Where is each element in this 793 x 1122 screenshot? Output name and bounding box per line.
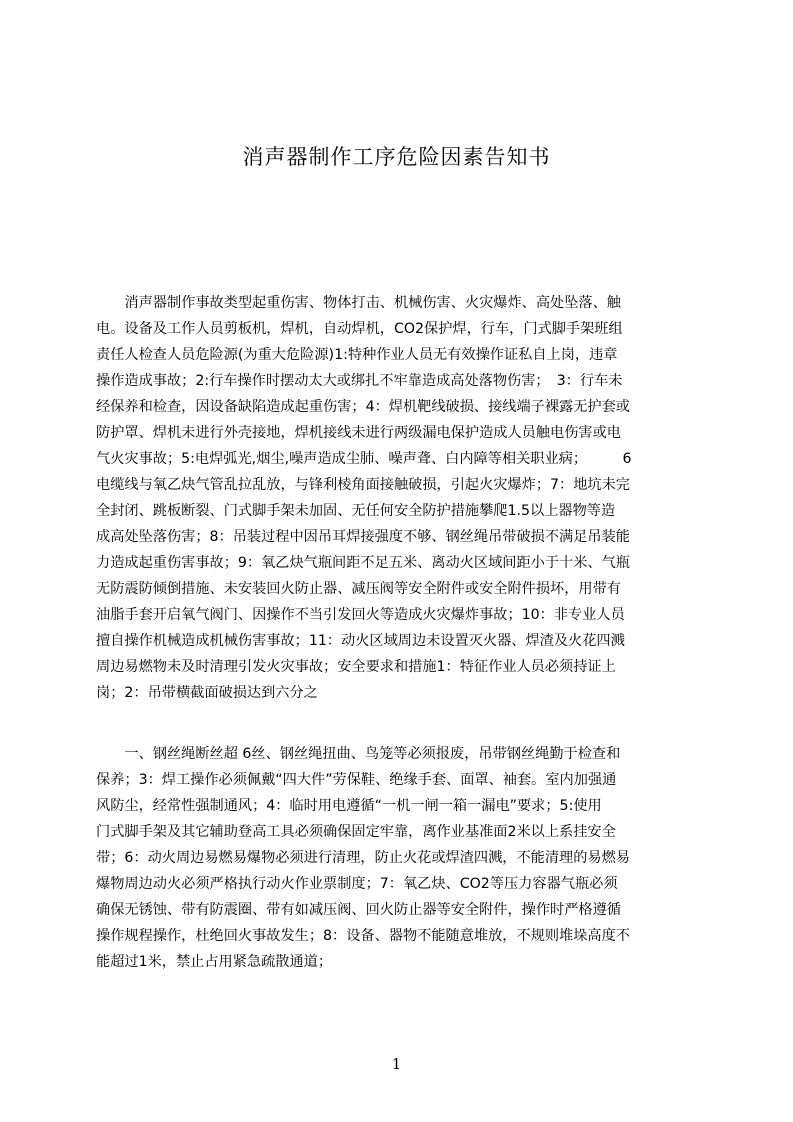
page-title: 消声器制作工序危险因素告知书 — [242, 145, 551, 169]
text-line: 全封闭、跳板断裂、门式脚手架未加固、无任何安全防护措施攀爬1.5以上器物等造 — [96, 503, 616, 519]
text-line: 擅自操作机械造成机械伤害事故；11：动火区域周边未设置灭火器、焊渣及火花四溅 — [96, 633, 625, 649]
text-line: 电缆线与氧乙炔气管乱拉乱放，与锋利棱角面接触破损，引起火灾爆炸；7：地坑未完 — [96, 477, 630, 493]
text-line: 操作造成事故；2:行车操作时摆动太大或绑扎不牢靠造成高处落物伤害； 3：行车未 — [96, 373, 623, 389]
page-number: 1 — [391, 1055, 402, 1073]
text-line: 确保无锈蚀、带有防震圈、带有如减压阀、回火防止器等安全附件，操作时严格遵循 — [96, 902, 621, 918]
text-line: 能超过1米，禁止占用紧急疏散通道； — [96, 954, 333, 970]
text-line: 无防震防倾倒措施、未安装回火防止器、减压阀等安全附件或安全附件损坏，用带有 — [96, 581, 621, 597]
paragraph-hazards — [96, 290, 698, 706]
text-line: 成高处坠落伤害；8：吊装过程中因吊耳焊接强度不够、钢丝绳吊带破损不满足吊装能 — [96, 529, 630, 545]
text-line: 保养；3：焊工操作必须佩戴“四大件”劳保鞋、绝缘手套、面罩、袖套。室内加强通 — [96, 772, 617, 788]
text-line: 气火灾事故；5:电焊弧光,烟尘,噪声造成尘肺、噪声聋、白内障等相关职业病； 6 — [96, 451, 632, 467]
text-line: 操作规程操作，杜绝回火事故发生；8：设备、器物不能随意堆放，不规则堆垛高度不 — [96, 928, 630, 944]
text-line: 经保养和检查，因设备缺陷造成起重伤害；4：焊机靶线破损、接线端子裸露无护套或 — [96, 399, 630, 415]
text-line: 责任人检查人员危险源(为重大危险源)1:特种作业人员无有效操作证私自上岗，违章 — [96, 347, 618, 363]
text-line: 防护罩、焊机未进行外壳接地，焊机接线未进行两级漏电保护造成人员触电伤害或电 — [96, 425, 621, 441]
text-line: 电。设备及工作人员剪板机，焊机，自动焊机，CO2保护焊，行车，门式脚手架班组 — [96, 321, 623, 337]
text-line: 风防尘，经常性强制通风；4：临时用电遵循“一机一闸一箱一漏电”要求；5:使用 — [96, 798, 602, 814]
text-line: 爆物周边动火必须严格执行动火作业票制度；7：氧乙炔、CO2等压力容器气瓶必须 — [96, 876, 618, 892]
text-line: 岗；2：吊带横截面破损达到六分之 — [96, 685, 318, 701]
text-line: 一、钢丝绳断丝超 6丝、钢丝绳扭曲、鸟笼等必须报废，吊带钢丝绳勤于检查和 — [96, 746, 621, 762]
text-line: 带；6：动火周边易燃易爆物必须进行清理，防止火花或焊渣四溅，不能清理的易燃易 — [96, 850, 630, 866]
text-line: 力造成起重伤害事故；9：氧乙炔气瓶间距不足五米、离动火区域间距小于十米、气瓶 — [96, 555, 630, 571]
text-line: 门式脚手架及其它辅助登高工具必须确保固定牢靠，离作业基准面2米以上系挂安全 — [96, 824, 616, 840]
paragraph-measures — [96, 741, 698, 975]
text-line: 周边易燃物未及时清理引发火灾事故；安全要求和措施1：特征作业人员必须持证上 — [96, 659, 616, 675]
text-line: 油脂手套开启氧气阀门、因操作不当引发回火等造成火灾爆炸事故；10：非专业人员 — [96, 607, 625, 623]
text-line: 消声器制作事故类型起重伤害、物体打击、机械伤害、火灾爆炸、高处坠落、触 — [96, 295, 621, 311]
